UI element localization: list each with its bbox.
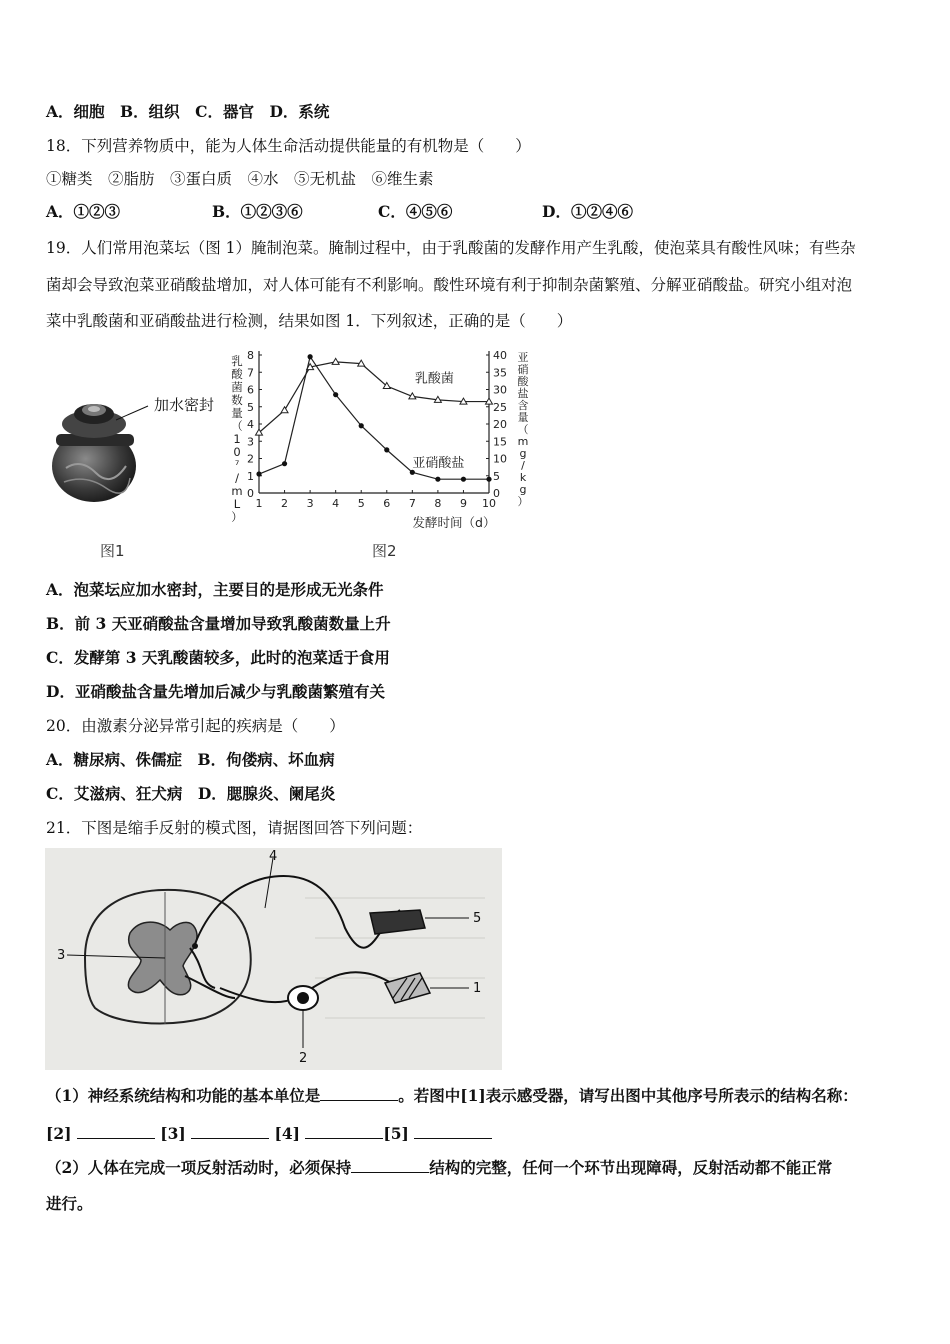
data-point-nitrite xyxy=(435,477,440,482)
right-tick-label: 5 xyxy=(493,469,500,483)
right-axis-label-char: k xyxy=(519,471,527,484)
right-axis-label-char: / xyxy=(521,459,525,472)
q19-stem-line3: 菜中乳酸菌和亚硝酸盐进行检测，结果如图 1．下列叙述，正确的是（ ） xyxy=(46,312,573,330)
figure-2-caption: 图2 xyxy=(372,542,397,560)
right-tick-label: 40 xyxy=(493,349,507,362)
left-tick-label: 8 xyxy=(247,349,254,362)
reflex-label-2: 2 xyxy=(299,1051,308,1066)
left-axis-label-char: 酸 xyxy=(231,367,243,381)
q21-sub1-text: （1）神经系统结构和功能的基本单位是 xyxy=(46,1086,321,1105)
q18-stem: 18．下列营养物质中，能为人体生命活动提供能量的有机物是（ ） xyxy=(46,137,531,155)
x-tick-label: 9 xyxy=(459,497,467,510)
q20-stem: 20．由激素分泌异常引起的疾病是（ ） xyxy=(46,717,345,735)
blank-label-2: [2] xyxy=(46,1124,72,1143)
left-tick-label: 4 xyxy=(247,418,254,431)
q20-options-line2: C．艾滋病、狂犬病 D．腮腺炎、阑尾炎 xyxy=(46,784,336,803)
q19-stem-line1: 19．人们常用泡菜坛（图 1）腌制泡菜。腌制过程中，由于乳酸菌的发酵作用产生乳酸，使泡菜具有酸性风味；有些杂 xyxy=(46,239,856,257)
q18-option-a: A．①②③ xyxy=(46,202,121,221)
x-axis-label: 发酵时间（d） xyxy=(412,515,496,530)
jar-label: 加水密封 xyxy=(154,396,215,414)
left-tick-label: 3 xyxy=(247,435,254,449)
x-tick-label: 2 xyxy=(281,497,289,510)
left-tick-label: 0 xyxy=(247,487,254,500)
right-tick-label: 15 xyxy=(493,435,507,449)
answer-blank-3[interactable] xyxy=(191,1122,269,1139)
gray-matter xyxy=(128,922,197,995)
answer-blank-unit[interactable] xyxy=(320,1084,398,1101)
q21-sub1 xyxy=(46,1084,858,1107)
q19-option-a: A．泡菜坛应加水密封，主要目的是形成无光条件 xyxy=(46,580,384,599)
blank-label-5: [5] xyxy=(383,1124,409,1143)
left-axis-label-char: 量 xyxy=(231,406,243,420)
answer-blank-4[interactable] xyxy=(305,1122,383,1139)
left-axis-label-char: 数 xyxy=(231,393,243,407)
q17-options: A．细胞 B．组织 C．器官 D．系统 xyxy=(46,102,330,121)
reflex-label-1: 1 xyxy=(473,981,482,996)
left-axis-label-char: ⁷ xyxy=(234,458,240,472)
right-axis-label-char: 盐 xyxy=(517,387,529,400)
figure-reflex-arc xyxy=(45,848,502,1070)
data-point-nitrite xyxy=(333,392,338,397)
left-tick-label: 7 xyxy=(247,366,254,380)
blank-label-4: [4] xyxy=(274,1124,300,1143)
data-point-nitrite xyxy=(461,477,466,482)
series-label-lactobacillus: 乳酸菌 xyxy=(414,371,454,387)
answer-blank-5[interactable] xyxy=(414,1122,492,1139)
efferent-nerve xyxy=(195,876,400,948)
data-point-nitrite xyxy=(359,423,364,428)
reflex-label-3: 3 xyxy=(57,948,66,963)
effector xyxy=(370,910,425,934)
data-point-nitrite xyxy=(384,447,389,452)
right-axis-label-char: 酸 xyxy=(517,375,529,388)
answer-blank-2[interactable] xyxy=(77,1122,155,1139)
q19-stem-line2: 菌却会导致泡菜亚硝酸盐增加，对人体可能有不利影响。酸性环境有利于抑制杂菌繁殖、分解亚硝酸盐。研究小组对泡 xyxy=(46,276,853,294)
x-tick-label: 3 xyxy=(306,497,314,510)
data-point-nitrite xyxy=(486,477,491,482)
q21-stem: 21．下图是缩手反射的模式图，请据图回答下列问题： xyxy=(46,819,423,837)
x-tick-label: 1 xyxy=(255,497,263,510)
q21-sub2-post: 结构的完整，任何一个环节出现障碍，反射活动都不能正常 xyxy=(429,1158,833,1177)
data-point-nitrite xyxy=(308,354,313,359)
right-axis-label-char: m xyxy=(517,435,529,448)
left-axis-label-char: L xyxy=(233,497,241,511)
right-tick-label: 30 xyxy=(493,383,507,397)
q21-sub2 xyxy=(46,1156,832,1179)
q18-option-c: C．④⑤⑥ xyxy=(378,202,453,221)
blank-label-3: [3] xyxy=(160,1124,186,1143)
data-point-nitrite xyxy=(282,461,287,466)
reflex-label-5: 5 xyxy=(473,911,482,926)
right-axis-label-char: （ xyxy=(517,423,529,436)
left-tick-label: 1 xyxy=(247,469,254,483)
left-axis-label-char: 菌 xyxy=(231,380,243,394)
x-tick-label: 5 xyxy=(357,497,365,510)
x-tick-label: 7 xyxy=(408,497,416,510)
q21-sub1-rest: 。若图中[1]表示感受器，请写出图中其他序号所表示的结构名称： xyxy=(398,1086,858,1105)
right-axis-label-char: 硝 xyxy=(517,363,529,376)
left-axis-label-char: 1 xyxy=(233,432,241,446)
q21-sub2-pre: （2）人体在完成一项反射活动时，必须保持 xyxy=(46,1158,352,1177)
x-tick-label: 10 xyxy=(482,497,496,510)
series-label-nitrite: 亚硝酸盐 xyxy=(412,456,465,472)
q21-blanks-row xyxy=(46,1122,492,1145)
right-axis-label-char: g xyxy=(519,483,527,496)
right-axis-label-char: 含 xyxy=(517,399,529,412)
left-axis-label-char: ） xyxy=(231,510,243,524)
data-point-lactobacillus xyxy=(281,407,288,413)
q18-option-d: D．①②④⑥ xyxy=(542,202,633,221)
q19-option-b: B．前 3 天亚硝酸盐含量增加导致乳酸菌数量上升 xyxy=(46,614,391,633)
left-tick-label: 6 xyxy=(247,383,254,397)
series-line-1 xyxy=(259,362,489,433)
right-tick-label: 10 xyxy=(493,452,507,466)
data-point-lactobacillus xyxy=(332,358,339,364)
right-axis-label-char: g xyxy=(519,447,527,460)
right-axis-label-char: 亚 xyxy=(517,351,529,364)
figure-1-jar xyxy=(46,378,226,518)
left-axis-label-char: 乳 xyxy=(231,354,243,368)
right-tick-label: 35 xyxy=(493,366,507,380)
left-axis-label-char: m xyxy=(231,484,243,498)
data-point-nitrite xyxy=(256,471,261,476)
q20-options-line1: A．糖尿病、侏儒症 B．佝偻病、坏血病 xyxy=(46,750,335,769)
reflex-label-4: 4 xyxy=(269,849,278,864)
x-tick-label: 8 xyxy=(434,497,442,510)
left-axis-label-char: （ xyxy=(231,419,243,433)
left-tick-label: 5 xyxy=(247,400,254,414)
q19-option-d: D．亚硝酸盐含量先增加后减少与乳酸菌繁殖有关 xyxy=(46,682,385,701)
right-tick-label: 20 xyxy=(493,418,507,431)
q19-option-c: C．发酵第 3 天乳酸菌较多，此时的泡菜适于食用 xyxy=(46,648,390,667)
q18-items: ①糖类 ②脂肪 ③蛋白质 ④水 ⑤无机盐 ⑥维生素 xyxy=(46,170,434,188)
right-tick-label: 0 xyxy=(493,487,500,500)
figure-2-chart xyxy=(225,345,535,540)
right-axis-label-char: 量 xyxy=(517,411,529,424)
answer-blank-reflex-arc[interactable] xyxy=(351,1156,429,1173)
q18-option-b: B．①②③⑥ xyxy=(212,202,303,221)
x-tick-label: 4 xyxy=(332,497,340,510)
right-tick-label: 25 xyxy=(493,400,507,414)
q21-sub2-line2: 进行。 xyxy=(46,1194,93,1213)
left-axis-label-char: / xyxy=(235,471,239,485)
right-axis-label-char: ） xyxy=(517,495,529,508)
x-tick-label: 6 xyxy=(383,497,391,510)
left-tick-label: 2 xyxy=(247,452,254,466)
figure-1-caption: 图1 xyxy=(100,542,125,560)
left-axis-label-char: 0 xyxy=(233,445,241,459)
